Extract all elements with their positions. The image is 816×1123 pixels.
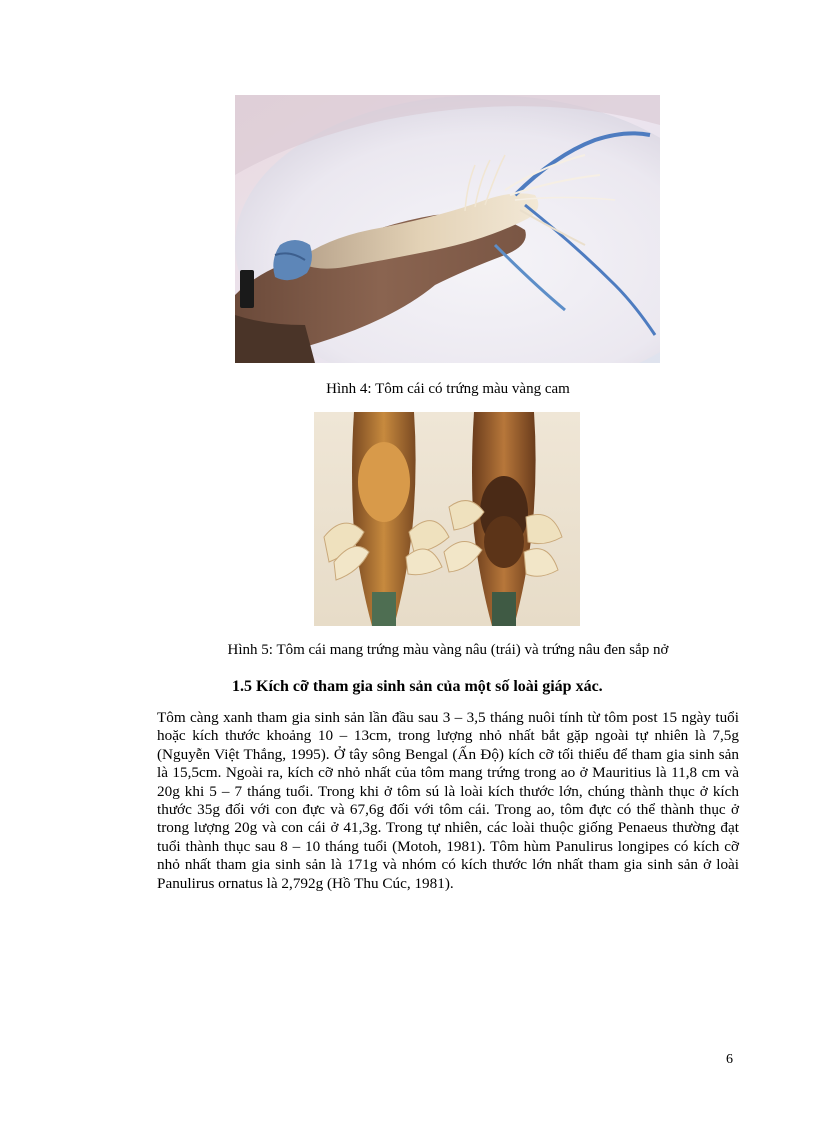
section-paragraph: Tôm càng xanh tham gia sinh sản lần đầu sau 3 – 3,5 tháng nuôi tính từ tôm post 15 ngày tuổi hoặc kích thước khoảng 10 – 13cm, trong lượng nhỏ nhất bắt gặp ngoài tự nhiên là 7,5g (Nguyễn Việt Thắng, 1995). Ở tây sông Bengal (Ấn Độ) kích cỡ tối thiểu để tham gia sinh sản là 15,5cm. Ngoài ra, kích cỡ nhỏ nhất của tôm mang trứng trong ao ở Mauritius là 11,8 cm và 20g khi 5 – 7 tháng tuổi. Trong khi ở tôm sú là loài kích thước lớn, chúng thành thục ở kích thước 35g đối với con đực và 67,6g đối với tôm cái. Trong ao, tôm đực có thể thành thục ở trong lượng 20g và con cái ở 41,3g. Trong tự nhiên, các loài thuộc giống Penaeus thường đạt tuổi thành thục sau 8 – 10 tháng tuổi (Motoh, 1981). Tôm hùm Panulirus longipes có kích cỡ nhỏ nhất tham gia sinh sản là 171g và nhóm có kích thước lớn nhất tham gia sinh sản ở loài Panulirus ornatus là 2,792g (Hồ Thu Cúc, 1981). [157, 709, 739, 892]
page-number: 6 [726, 1052, 733, 1067]
figure-4-caption: Hình 4: Tôm cái có trứng màu vàng cam [326, 381, 570, 397]
shrimp-eggs-comparison-image [314, 412, 580, 626]
figure-5-photo [314, 412, 580, 626]
figure-5-caption: Hình 5: Tôm cái mang trứng màu vàng nâu (trái) và trứng nâu đen sắp nở [227, 642, 669, 658]
shrimp-in-hand-image [235, 95, 660, 363]
figure-4-photo [235, 95, 660, 363]
section-heading: 1.5 Kích cỡ tham gia sinh sản của một số loài giáp xác. [232, 678, 603, 695]
